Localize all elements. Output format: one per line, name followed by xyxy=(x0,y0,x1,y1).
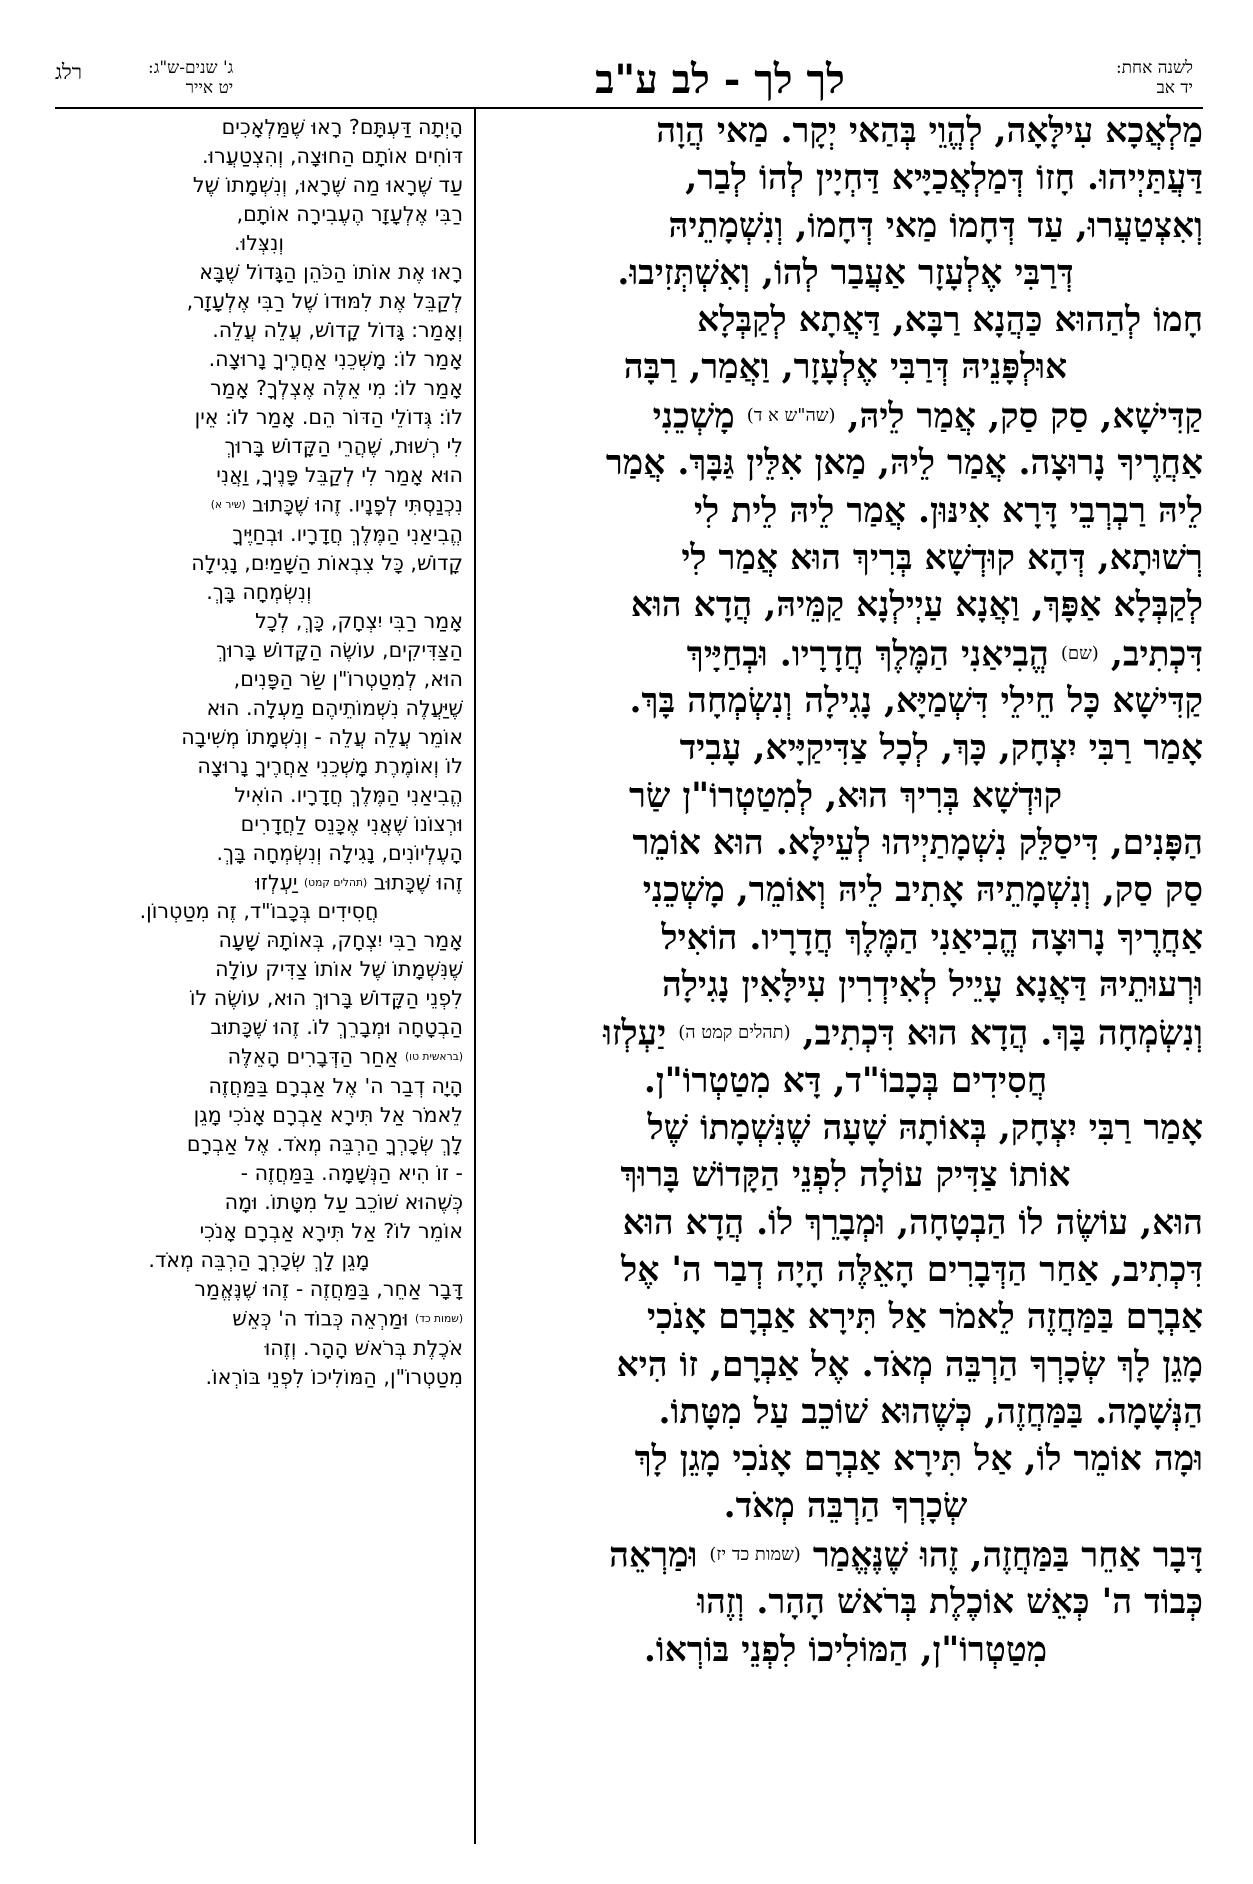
line-text: לֵיהּ רַבְרְבֵי דָּרָא אִינּוּן. אֲמַר לֵיהּ לֵית לִי xyxy=(693,490,1203,531)
main-text-line xyxy=(488,867,1203,914)
main-text-line xyxy=(488,1579,1203,1626)
line-text: אוֹתוֹ צַדִּיק עוֹלָה לִפְנֵי הַקָּדוֹשׁ בָּרוּךְ xyxy=(620,1155,1071,1196)
translation-line xyxy=(55,1275,463,1304)
translation-line xyxy=(55,1159,463,1188)
translation-line xyxy=(55,1042,463,1072)
translation-line xyxy=(55,520,463,549)
translation-line xyxy=(55,839,463,868)
line-text: וּמָה אוֹמֵר לוֹ, אַל תִּירָא אַבְרָם אָנֹכִי מָגֵן לָךְ xyxy=(634,1439,1203,1480)
line-text: זֶהוּ שֶׁכָּתוּב xyxy=(373,870,463,895)
main-text-line xyxy=(488,440,1203,487)
line-text: וְנִשְׂמְחָה בָּךְ. הֲדָא הוּא דִּכְתִיב, xyxy=(802,1013,1203,1054)
line-text: מַלְאֲכָא עִילָּאָה, לְהֱוֵי בְּהַאי יְקָר. מַאי הֲוָה xyxy=(656,111,1203,151)
translation-line xyxy=(55,752,463,781)
line-text: הוּא אָמַר לִי לְקַבֵּל פָּנֶיךָ, וַאֲנִי xyxy=(216,463,463,487)
header-left-top: ג' שנים-ש"ג: xyxy=(148,58,234,78)
translation-line xyxy=(55,926,463,955)
source-reference: (שם) xyxy=(1060,642,1099,664)
line-text-continued: אַחַר הַדְּבָרִים הָאֵלֶּה xyxy=(227,1045,399,1070)
line-text: אָמַר רַבִּי יִצְחָק, כָּךְ, לְכָל xyxy=(255,608,463,633)
header-right-bottom: יד אב xyxy=(1156,78,1193,98)
line-text: דִּכְתִיב, xyxy=(1110,633,1203,674)
translation-line xyxy=(55,607,463,636)
translation-column xyxy=(55,113,463,1392)
main-text-line xyxy=(488,773,1203,820)
line-text: עַד שֶׁרָאוּ מַה שֶּׁרָאוּ, וְנִשְׁמָתוֹ שֶׁל xyxy=(192,173,463,197)
page-number: רלג xyxy=(55,60,83,84)
line-text: שְׂכָרְךָ הַרְבֵּה מְאֹד. xyxy=(723,1486,968,1527)
translation-line xyxy=(55,694,463,723)
line-text: דָּבָר אַחֵר בַּמַּחֲזֶה, זֶהוּ שֶׁנֶּאֱמַר xyxy=(812,1534,1203,1575)
line-text: אֹכֶלֶת בְּרֹאשׁ הָהָר. וְזֶהוּ xyxy=(264,1335,463,1360)
line-text: חֲסִידִים בְּכָבוֹ"ד, זֶה מִטַטְרוֹן. xyxy=(139,899,379,924)
translation-line xyxy=(55,1246,463,1275)
line-text: אָמַר רַבִּי יִצְחָק, בְּאוֹתָהּ שָׁעָה xyxy=(218,928,463,953)
translation-line xyxy=(55,636,463,665)
line-text: קָדוֹשׁ, כָּל צִבְאוֹת הַשָּׁמַיִם, נָגִילָה xyxy=(191,550,463,575)
line-text: וְאִצְטַעֲרוּ, עַד דְּחָמוֹ מַאי דְּחָמוֹ, וְנִשְׁמָתֵיהּ xyxy=(668,205,1203,246)
main-text-line xyxy=(488,630,1203,679)
translation-line xyxy=(55,1334,463,1363)
translation-line xyxy=(55,316,463,345)
main-text-line xyxy=(488,1483,1203,1530)
line-text: וְנִשְׂמְחָה בָּךְ. xyxy=(206,579,312,604)
line-text-continued: וּמַרְאֵה xyxy=(609,1534,698,1575)
line-text: הָעֶלְיוֹנִים, נָגִילָה וְנִשְׂמְחָה בָּךְ. xyxy=(216,840,463,865)
source-reference: (שה"ש א ד) xyxy=(746,404,836,426)
line-text: הָיָה דְבַר ה' אֶל אַבְרָם בַּמַּחֲזֶה xyxy=(208,1074,463,1099)
line-text: הוּא, לְמִטַטְרוֹ"ן שַׂר הַפָּנִים, xyxy=(233,666,463,691)
line-text: אָמַר לוֹ: מִי אֵלֶּה אֶצְלְךָ? אָמַר xyxy=(210,376,463,400)
translation-line xyxy=(55,258,463,287)
line-text: לִפְנֵי הַקָּדוֹשׁ בָּרוּךְ הוּא, עוֹשֶׂה לוֹ xyxy=(189,986,463,1011)
translation-line xyxy=(55,665,463,694)
translation-line xyxy=(55,142,463,171)
main-text-line xyxy=(488,820,1203,867)
main-text-line xyxy=(488,1009,1203,1058)
main-text-line xyxy=(488,108,1203,155)
line-text: חֲסִידִים בְּכָבוֹ"ד, דָּא מִטַטְרוֹ"ן. xyxy=(643,1060,1048,1101)
main-text-line xyxy=(488,1294,1203,1341)
line-text: דִּכְתִיב, אַחַר הַדְּבָרִים הָאֵלֶּה הָיָה דְבַר ה' אֶל xyxy=(621,1249,1203,1290)
main-text-line xyxy=(488,915,1203,962)
line-text: דּוֹחִים אוֹתָם הַחוּצָה, וְהִצְטַעֲרוּ. xyxy=(201,144,463,168)
translation-line xyxy=(55,549,463,578)
page-title: לך לך - לב ע"ב xyxy=(595,56,845,103)
main-text-line xyxy=(488,725,1203,772)
line-text-continued: יַעְלְזוּ xyxy=(603,1013,667,1054)
translation-line xyxy=(55,432,463,461)
translation-line xyxy=(55,461,463,490)
main-text-line xyxy=(488,582,1203,629)
source-reference: (שיר א) xyxy=(210,498,246,511)
line-text-continued: מָשְׁכֵנִי xyxy=(652,396,735,437)
line-text: אַבְרָם בַּמַּחֲזֶה לֵאמֹר אַל תִּירָא אַבְרָם אָנֹכִי xyxy=(647,1297,1203,1338)
translation-line xyxy=(55,1188,463,1217)
header-left xyxy=(148,58,233,98)
line-text: הַצַּדִּיקִים, עוֹשֶׂה הַקָּדוֹשׁ בָּרוּךְ xyxy=(216,637,463,662)
main-text-line xyxy=(488,297,1203,344)
header-left-bottom: יט אייר xyxy=(185,78,234,98)
source-reference: (בראשית טו) xyxy=(404,1050,463,1064)
line-text: הָיְתָה דַּעְתָּם? רָאוּ שֶׁמַּלְאָכִים xyxy=(221,115,463,139)
line-text: וּרְעוּתֵיהּ דַּאֲנָא עָיֵיל לְאִידְרִין עִילָּאִין נָגִילָה xyxy=(661,964,1203,1005)
translation-line xyxy=(55,229,463,258)
translation-line xyxy=(55,984,463,1013)
line-text: דַּעֲתַּיְיהוּ. חָזוֹ דְּמַלְאֲכַיָּיא דַּחְיָין לְהוֹ לְבַר, xyxy=(685,158,1203,199)
source-reference: (שמות כד יז) xyxy=(709,1543,801,1565)
line-text: אָמַר רַבִּי יִצְחָק, כָּךְ, לְכָל צַדִּיקַיָּיא, עָבִיד xyxy=(679,728,1203,769)
main-text-line xyxy=(488,250,1203,297)
main-text-line xyxy=(488,1436,1203,1483)
main-text-line xyxy=(488,155,1203,202)
line-text: רְשׁוּתָא, דְּהָא קוּדְשָׁא בְּרִיךְ הוּא אֲמַר לִי xyxy=(681,537,1203,578)
main-text-line xyxy=(488,1389,1203,1436)
header-right xyxy=(1116,58,1193,98)
line-text: הֱבִיאַנִי הַמֶּלֶךְ חֲדָרָיו. וּבְחַיֶּיךָ xyxy=(232,521,463,546)
translation-line xyxy=(55,955,463,984)
line-text: אוּלְפָּנֵיהּ דְּרַבִּי אֶלְעָזָר, וַאֲמַר, רַבָּה xyxy=(623,347,1068,388)
line-text: שֶׁיַּעֲלֶה נִשְׁמוֹתֵיהֶם מַעְלָה. הוּא xyxy=(206,695,463,720)
line-text: כְּשֶׁהוּא שׁוֹכֵב עַל מִטָּתוֹ. וּמָה xyxy=(224,1190,463,1215)
translation-line xyxy=(55,723,463,752)
source-reference: (שמות כד) xyxy=(414,1312,463,1326)
translation-line xyxy=(55,1101,463,1130)
line-text: מִטַטְרוֹ"ן, הַמּוֹלִיכוֹ לִפְנֵי בּוֹרְאוֹ. xyxy=(643,1629,1048,1670)
main-text-line xyxy=(488,1105,1203,1152)
main-text-line xyxy=(488,1342,1203,1389)
main-text-column xyxy=(488,108,1203,1674)
main-text-line xyxy=(488,535,1203,582)
translation-line xyxy=(55,897,463,926)
line-text: דְּרַבִּי אֶלְעָזָר אַעֲבַר לְהוֹ, וְאִשְׁתְּזִיבוּ. xyxy=(617,252,1074,293)
main-text-line xyxy=(488,392,1203,441)
line-text: הוּא, עוֹשֶׂה לוֹ הַבְטָחָה, וּמְבָרֵךְ לוֹ. הֲדָא הוּא xyxy=(622,1202,1203,1243)
line-text-continued: יַעְלְזוּ xyxy=(255,870,298,895)
column-divider xyxy=(474,109,476,1844)
translation-line xyxy=(55,810,463,839)
line-text-continued: וּמַרְאֵה כְּבוֹד ה' כְּאֵשׁ xyxy=(232,1306,409,1331)
main-text-line xyxy=(488,1627,1203,1674)
line-text: אוֹמֵר לוֹ? אַל תִּירָא אַבְרָם אָנֹכִי xyxy=(199,1219,463,1244)
line-text: קַדִּישָׁא, סַק סַק, אֲמַר לֵיהּ, xyxy=(847,396,1203,437)
translation-line xyxy=(55,1072,463,1101)
line-text: לָךְ שְׂכָרְךָ הַרְבֵּה מְאֹד. אֶל אַבְרָם xyxy=(186,1132,463,1157)
line-text-continued: הֱבִיאַנִי הַמֶּלֶךְ חֲדָרָיו. וּבְחַיָּיךְ xyxy=(686,633,1049,674)
main-text-line xyxy=(488,1200,1203,1247)
line-text: שֶׁנִּשְׁמָתוֹ שֶׁל אוֹתוֹ צַדִּיק עוֹלָה xyxy=(215,957,463,982)
line-text: לוֹ: גְּדוֹלֵי הַדּוֹר הֵם. אָמַר לוֹ: אֵין xyxy=(194,405,463,429)
translation-line xyxy=(55,578,463,607)
translation-line xyxy=(55,1130,463,1159)
line-text: אַחֲרֶיךָ נָרוּצָה הֱבִיאַנִי הַמֶּלֶךְ חֲדָרָיו. הוֹאִיל xyxy=(661,917,1203,958)
line-text: נִכְנַסְתִּי לְפָנָיו. זֶהוּ שֶׁכָּתוּב xyxy=(252,492,463,517)
line-text: רָאוּ אֶת אוֹתוֹ הַכֹּהֵן הַגָּדוֹל שֶׁבָּא xyxy=(199,260,463,284)
main-text-line xyxy=(488,1531,1203,1580)
main-text-line xyxy=(488,1247,1203,1294)
line-text: אוֹמֵר עֲלֵה עֲלֵה - וְנִשְׁמָתוֹ מְשִׁיבָה xyxy=(181,724,463,749)
line-text: וְאָמַר: גָּדוֹל קָדוֹשׁ, עֲלֵה עֲלֵה. xyxy=(212,318,463,342)
line-text: חָמוֹ לְהַהוּא כַּהֲנָא רַבָּא, דַּאֲתָא לְקַבְּלָא xyxy=(697,300,1203,341)
line-text: וְנִצְּלוּ. xyxy=(234,231,284,255)
translation-line xyxy=(55,374,463,403)
main-text-line xyxy=(488,344,1203,391)
line-text: אָמַר רַבִּי יִצְחָק, בְּאוֹתָהּ שָׁעָה שֶׁנִּשְׁמָתוֹ שֶׁל xyxy=(647,1108,1203,1149)
line-text: כְּבוֹד ה' כְּאֵשׁ אוֹכֶלֶת בְּרֹאשׁ הָהָר. וְזֶהוּ xyxy=(697,1582,1203,1623)
translation-line xyxy=(55,781,463,810)
line-text: מָגֵן לָךְ שְׂכָרְךָ הַרְבֵּה מְאֹד. אֶל אַבְרָם, זוֹ הִיא xyxy=(616,1344,1203,1385)
translation-line xyxy=(55,200,463,229)
line-text: קוּדְשָׁא בְּרִיךְ הוּא, לְמִטַטְרוֹ"ן שַׂר xyxy=(628,775,1063,816)
translation-line xyxy=(55,345,463,374)
line-text: לְקַבְּלָא אַפָּךְ, וַאֲנָא עַיְילְנָא קַמֵּיהּ, הֲדָא הוּא xyxy=(630,585,1203,626)
translation-line xyxy=(55,113,463,142)
line-text: - זוֹ הִיא הַנְּשָׁמָה. בַּמַּחֲזֶה - xyxy=(240,1161,463,1186)
line-text: לִי רְשׁוּת, שֶׁהֲרֵי הַקָּדוֹשׁ בָּרוּךְ xyxy=(224,434,463,458)
main-text-line xyxy=(488,1152,1203,1199)
line-text: הֱבִיאַנִי הַמֶּלֶךְ חֲדָרָיו. הוֹאִיל xyxy=(234,782,463,807)
main-text-line xyxy=(488,488,1203,535)
line-text: מָגֵן לָךְ שְׂכָרְךָ הַרְבֵּה מְאֹד. xyxy=(148,1248,370,1273)
line-text: וּרְצוֹנוֹ שֶׁאֲנִי אֶכָּנֵס לַחֲדָרִים xyxy=(240,811,463,836)
line-text: דָּבָר אַחֵר, בַּמַּחֲזֶה - זֶהוּ שֶׁנֶּאֱמַר xyxy=(194,1277,463,1302)
line-text: הַנְּשָׁמָה. בַּמַּחֲזֶה, כְּשֶׁהוּא שׁוֹכֵב עַל מִטָּתוֹ. xyxy=(658,1391,1203,1432)
header-right-top: לשנה אחת: xyxy=(1115,58,1193,78)
main-text-line xyxy=(488,962,1203,1009)
line-text: הַבְטָחָה וּמְבָרֵךְ לוֹ. זֶהוּ שֶׁכָּתוּב xyxy=(210,1015,463,1040)
translation-line xyxy=(55,287,463,316)
translation-line xyxy=(55,490,463,520)
translation-line xyxy=(55,1363,463,1392)
line-text: אַחֲרֶיךָ נָרוּצָה. אֲמַר לֵיהּ, מַאן אִלֵּין גַּבָּךְ. אֲמַר xyxy=(605,443,1203,484)
line-text: מִטַטְרוֹ"ן, הַמּוֹלִיכוֹ לִפְנֵי בּוֹרְאוֹ. xyxy=(205,1364,463,1389)
main-text-line xyxy=(488,1058,1203,1105)
translation-line xyxy=(55,171,463,200)
translation-line xyxy=(55,868,463,898)
line-text: קַדִּישָׁא כָּל חֵילֵי דִּשְׁמַיָּא, נָגִילָה וְנִשְׂמְחָה בָּךְ. xyxy=(629,681,1203,722)
source-reference: (תהלים קמט ה) xyxy=(678,1022,791,1044)
source-reference: (תהלים קמט) xyxy=(304,875,368,889)
main-text-line xyxy=(488,203,1203,250)
line-text: הַפָּנִים, דִּיסַלֵּק נִשְׁמָתַיְיהוּ לְעֵילָּא. הוּא אוֹמֵר xyxy=(632,822,1203,863)
line-text: לֵאמֹר אַל תִּירָא אַבְרָם אָנֹכִי מָגֵן xyxy=(193,1103,463,1128)
line-text: אָמַר לוֹ: מָשְׁכֵנִי אַחֲרֶיךָ נָרוּצָה. xyxy=(208,347,463,371)
translation-line xyxy=(55,1013,463,1042)
translation-line xyxy=(55,1217,463,1246)
line-text: רַבִּי אֶלְעָזָר הֶעֶבִירָה אוֹתָם, xyxy=(236,202,463,226)
line-text: סַק סַק, וְנִשְׁמָתֵיהּ אָתִיב לֵיהּ וְאוֹמֵר, מָשְׁכֵנִי xyxy=(642,870,1203,911)
translation-line xyxy=(55,403,463,432)
line-text: לְקַבֵּל אֶת לִמּוּדוֹ שֶׁל רַבִּי אֶלְעָזָר, xyxy=(186,289,463,313)
translation-line xyxy=(55,1304,463,1334)
line-text: לוֹ וְאוֹמֶרֶת מָשְׁכֵנִי אַחֲרֶיךָ נָרוּצָה xyxy=(197,753,463,778)
main-text-line xyxy=(488,678,1203,725)
